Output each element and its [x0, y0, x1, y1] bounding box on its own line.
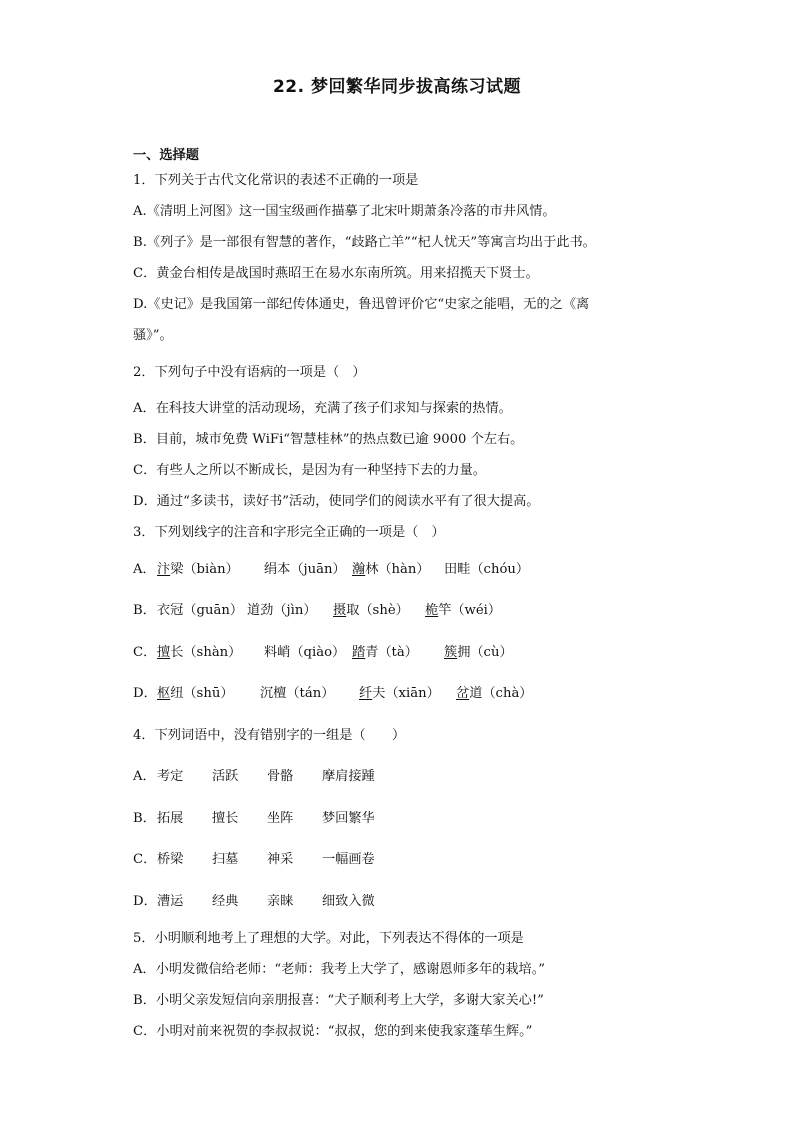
question-3-option-a — [133, 561, 530, 579]
word-item: 坐阵 — [267, 811, 294, 826]
option-label: C． — [133, 645, 157, 660]
question-3-stem: 3．下列划线字的注音和字形完全正确的一项是（ ） — [133, 525, 445, 540]
word-item: 摩肩接踵 — [322, 769, 375, 784]
word-item: 细致入微 — [322, 894, 375, 909]
word-item: 骨骼 — [267, 769, 294, 784]
word-item: 桥梁 — [157, 852, 184, 867]
option-label: A． — [133, 562, 156, 577]
question-4-stem: 4．下列词语中，没有错别字的一组是（ ） — [133, 728, 406, 743]
question-5-option-b: B．小明父亲发短信向亲朋报喜：“犬子顺利考上大学，多谢大家关心!” — [133, 993, 544, 1008]
word-item: 神采 — [267, 852, 294, 867]
question-4-option-d — [133, 893, 375, 911]
word-item: 拓展 — [157, 811, 184, 826]
word-item: 漕运 — [157, 894, 184, 909]
pinyin-item: 纤夫（xiān） — [359, 686, 440, 701]
section-heading: 一、选择题 — [133, 148, 199, 163]
question-3-option-c — [133, 644, 513, 662]
question-4-option-b — [133, 810, 375, 828]
question-1-option-c: C．黄金台相传是战国时燕昭王在易水东南所筑。用来招揽天下贤士。 — [133, 266, 539, 281]
pinyin-item: 枢纽（shū） — [157, 686, 234, 701]
pinyin-item: 簇拥（cù） — [444, 645, 513, 660]
option-label: D． — [133, 894, 157, 909]
question-1-option-d-cont: 骚》”。 — [133, 328, 173, 343]
pinyin-item: 衣冠（guān） — [157, 603, 244, 618]
pinyin-item: 田畦（chóu） — [444, 562, 530, 577]
pinyin-item: 桅竿（wéi） — [425, 603, 502, 618]
question-4-option-a — [133, 768, 375, 786]
question-3-option-d — [133, 685, 533, 703]
option-label: B． — [133, 603, 156, 618]
pinyin-item: 摄取（shè） — [333, 603, 409, 618]
question-1-option-a: A.《清明上河图》这一国宝级画作描摹了北宋叶期萧条冷落的市井风情。 — [133, 204, 556, 219]
question-2-option-c: C．有些人之所以不断成长，是因为有一种坚持下去的力量。 — [133, 463, 486, 478]
question-2-stem: 2．下列句子中没有语病的一项是（ ） — [133, 365, 366, 380]
word-item: 考定 — [157, 769, 184, 784]
pinyin-item: 岔道（chà） — [456, 686, 533, 701]
option-label: D． — [133, 686, 157, 701]
word-item: 经典 — [212, 894, 239, 909]
pinyin-item: 道劲（jìn） — [247, 603, 317, 618]
question-1-stem: 1．下列关于古代文化常识的表述不正确的一项是 — [133, 173, 419, 188]
option-label: C． — [133, 852, 157, 867]
word-item: 活跃 — [212, 769, 239, 784]
question-4-option-c — [133, 851, 375, 869]
question-5-option-c: C．小明对前来祝贺的李叔叔说：“叔叔，您的到来使我家蓬荜生辉。” — [133, 1024, 533, 1039]
word-item: 梦回繁华 — [322, 811, 375, 826]
pinyin-item: 沉檀（tán） — [260, 686, 335, 701]
question-1-option-b: B.《列子》是一部很有智慧的著作，“歧路亡羊”“杞人忧天”等寓言均出于此书。 — [133, 235, 596, 250]
option-label: A． — [133, 769, 156, 784]
question-5-stem: 5．小明顺利地考上了理想的大学。对此，下列表达不得体的一项是 — [133, 931, 524, 946]
question-2-option-b: B．目前，城市免费 WiFi“智慧桂林”的热点数已逾 9000 个左右。 — [133, 432, 524, 447]
pinyin-item: 踏青（tà） — [352, 645, 418, 660]
page-title: 22. 梦回繁华同步拔高练习试题 — [272, 77, 522, 97]
question-5-option-a: A．小明发微信给老师：“老师：我考上大学了，感谢恩师多年的栽培。” — [133, 962, 546, 977]
option-label: B． — [133, 811, 156, 826]
question-2-option-a: A．在科技大讲堂的活动现场，充满了孩子们求知与探索的热情。 — [133, 401, 512, 416]
word-item: 亲睐 — [267, 894, 294, 909]
question-3-option-b — [133, 602, 502, 620]
question-2-option-d: D．通过“多读书，读好书”活动，使同学们的阅读水平有了很大提高。 — [133, 494, 540, 509]
pinyin-item: 汴梁（biàn） — [157, 562, 239, 577]
pinyin-item: 料峭（qiào） — [264, 645, 346, 660]
word-item: 一幅画卷 — [322, 852, 375, 867]
question-1-option-d: D.《史记》是我国第一部纪传体通史，鲁迅曾评价它“史家之能唱，无的之《离 — [133, 297, 590, 312]
word-item: 扫墓 — [212, 852, 239, 867]
pinyin-item: 擅长（shàn） — [157, 645, 242, 660]
word-item: 擅长 — [212, 811, 239, 826]
pinyin-item: 瀚林（hàn） — [352, 562, 430, 577]
pinyin-item: 绢本（juān） — [264, 562, 346, 577]
